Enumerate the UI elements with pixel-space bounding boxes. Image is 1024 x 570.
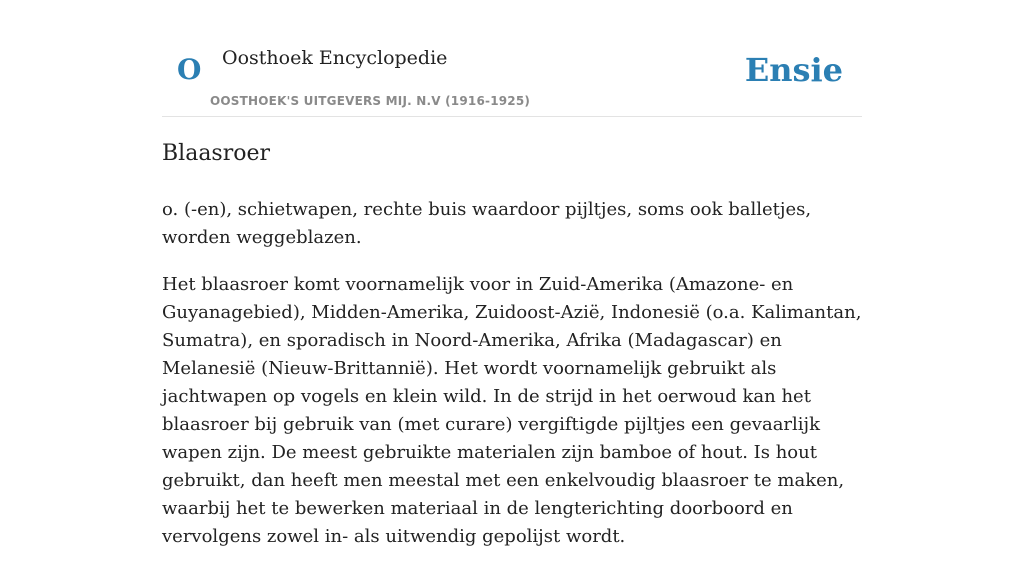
article xyxy=(162,138,862,570)
brand-logo-link[interactable]: Ensie xyxy=(744,51,843,89)
source-logo-link[interactable]: O xyxy=(177,53,202,86)
source-title-link[interactable]: Oosthoek Encyclopedie xyxy=(222,47,448,69)
article-paragraph: Het blaasroer komt voornamelijk voor in Zuid-Amerika (Amazone- en Guyanagebied), Midden-Amerika, Zuidoost-Azië, Indonesië (o.a. Kalimantan, Sumatra), en sporadisch in Noord-Amerika, Afrika (Madagascar) en Melanesië (Nieuw-Brittannië). Het wordt voornamelijk gebruikt als jachtwapen op vogels en klein wild. In de strijd in het oerwoud kan het blaasroer bij gebruik van (met curare) vergiftigde pijltjes een gevaarlijk wapen zijn. De meest gebruikte materialen zijn bamboe of hout. Is hout gebruikt, dan heeft men meestal met een enkelvoudig blaasroer te maken, waarbij het te bewerken materiaal in de lengterichting doorboord en vervolgens zowel in- als uitwendig gepolijst wordt. xyxy=(162,274,862,547)
article-paragraph: o. (-en), schietwapen, rechte buis waardoor pijltjes, soms ook balletjes, worden weggeblazen. xyxy=(162,199,812,248)
source-subtitle: OOSTHOEK'S UITGEVERS MIJ. N.V (1916-1925) xyxy=(210,94,531,108)
header xyxy=(162,0,862,117)
article-title: Blaasroer xyxy=(162,141,271,166)
